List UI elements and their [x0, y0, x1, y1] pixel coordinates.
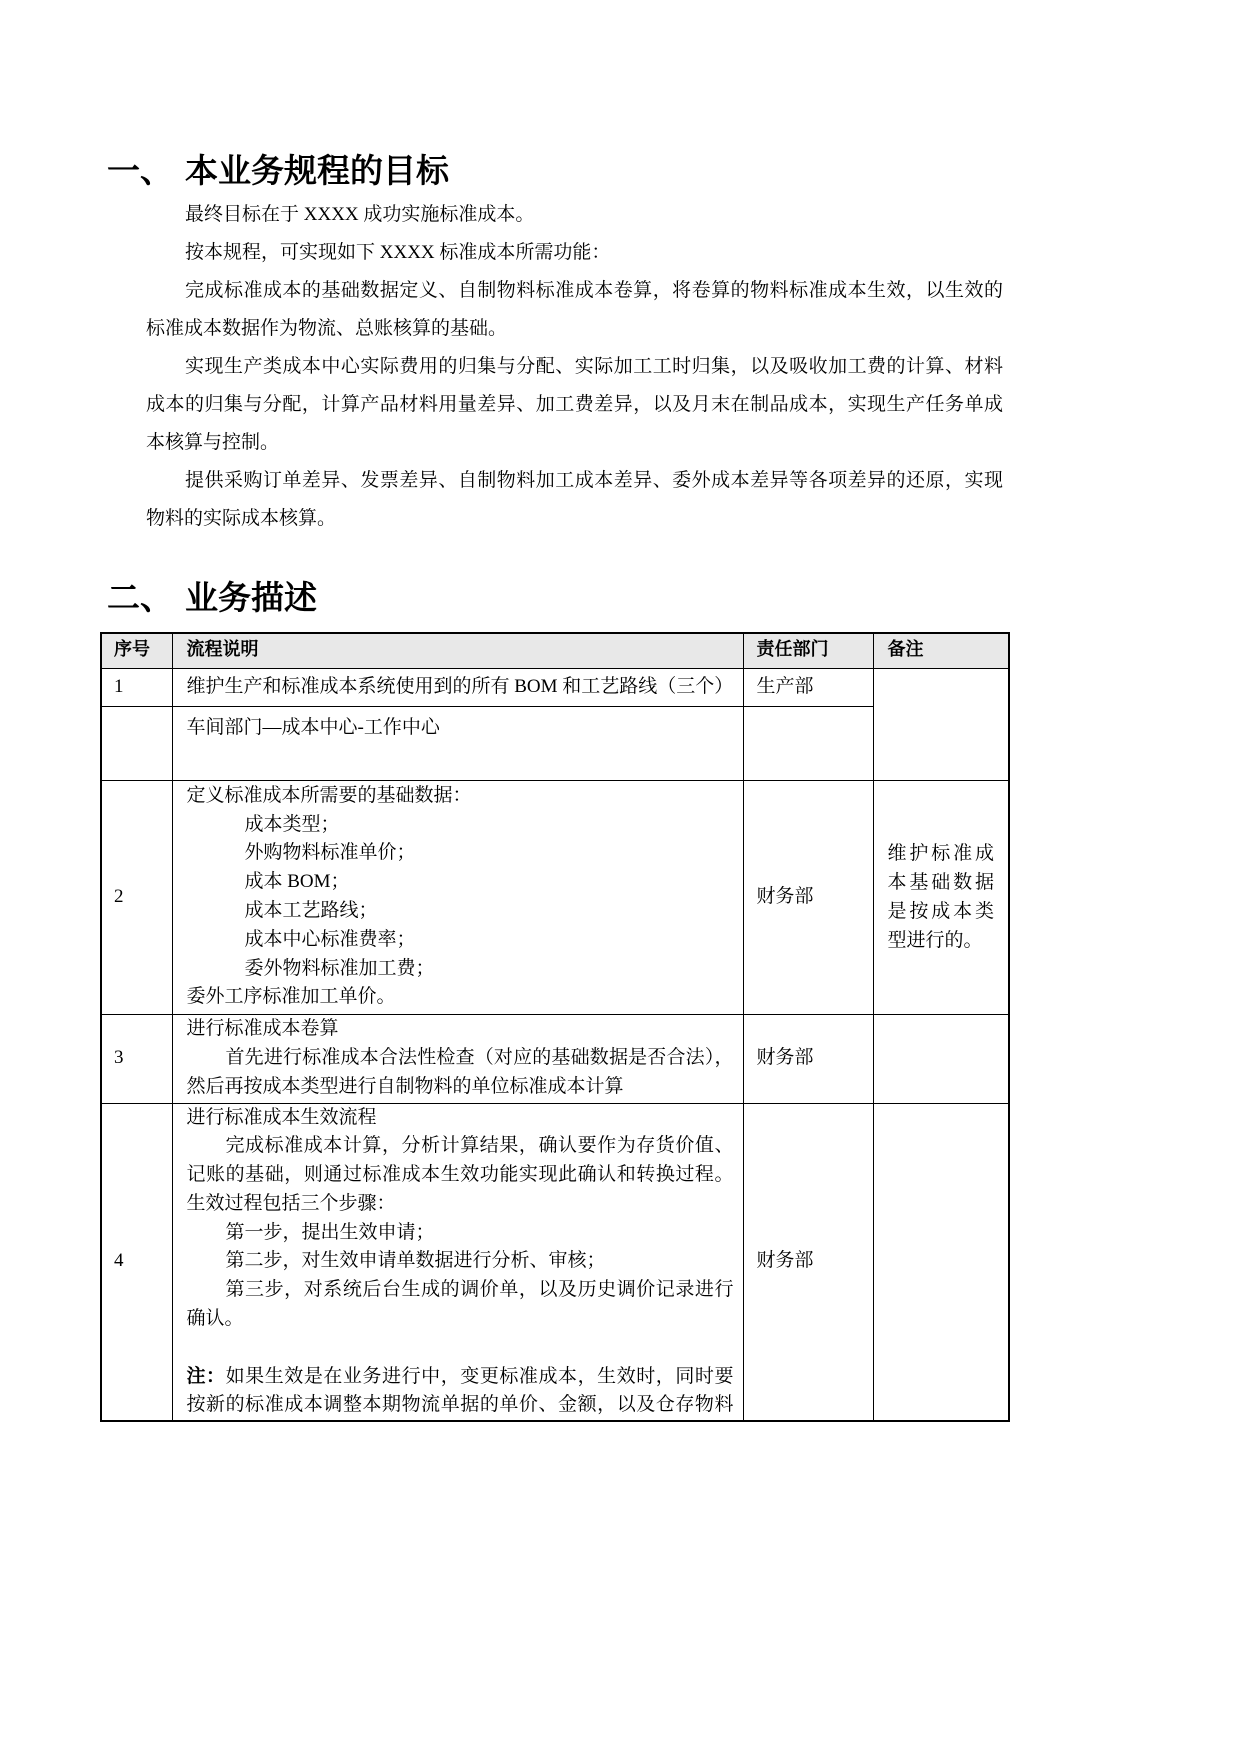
seq-cell: 3: [101, 1014, 172, 1103]
process-cell: [172, 1103, 743, 1421]
description-line: 记账的基础，则通过标准成本生效功能实现此确认和转换过程。: [186, 1164, 734, 1186]
table-header-row: [101, 633, 1009, 668]
blank-line: [187, 1334, 734, 1363]
section-heading-objective: [107, 151, 449, 191]
process-cell: [172, 780, 743, 1014]
description-line: 车间部门—成本中心-工作中心: [186, 716, 440, 738]
section-number: 一、: [107, 151, 173, 190]
description-line: 按新的标准成本调整本期物流单据的单价、金额，以及仓存物料: [186, 1394, 734, 1416]
department-cell: 财务部: [743, 780, 873, 1014]
description-line: 进行标准成本生效流程: [186, 1106, 377, 1128]
section-heading-description: [107, 578, 317, 618]
description-line: 成本工艺路线；: [244, 900, 378, 921]
department-cell: [743, 706, 873, 780]
description-line: 委外工序标准加工单价。: [186, 986, 396, 1008]
description-line: 完成标准成本计算，分析计算结果，确认要作为存货价值、: [225, 1135, 734, 1157]
description-line: 第三步，对系统后台生成的调价单，以及历史调价记录进行: [225, 1279, 734, 1301]
description-line: 成本 BOM；: [244, 871, 350, 893]
header-process: 流程说明: [172, 633, 743, 668]
description-line: 成本中心标准费率；: [244, 928, 416, 950]
description-line: 生效过程包括三个步骤：: [186, 1192, 396, 1214]
description-line: 委外物料标准加工费；: [244, 957, 435, 979]
description-line: 然后再按成本类型进行自制物料的单位标准成本计算: [186, 1075, 624, 1097]
seq-cell: 2: [101, 780, 172, 1014]
header-department: 责任部门: [743, 633, 873, 668]
remark-text: 维护标准成本基础数据是按成本类型进行的。: [887, 843, 994, 951]
remark-cell: [873, 1014, 1009, 1103]
paragraph-line: 最终目标在于 XXXX 成功实施标准成本。: [185, 204, 535, 225]
paragraph-line: 本核算与控制。: [146, 432, 280, 453]
section-title: 业务描述: [185, 578, 317, 617]
table-row: [101, 668, 1009, 706]
paragraph-line: 提供采购订单差异、发票差异、自制物料加工成本差异、委外成本差异等各项差异的还原，实现: [185, 470, 1003, 491]
header-seq: 序号: [101, 633, 172, 668]
process-cell: [172, 706, 743, 780]
department-cell: 生产部: [743, 668, 873, 706]
header-remark: 备注: [873, 633, 1009, 668]
remark-cell: [873, 668, 1009, 780]
paragraph-line: 成本的归集与分配，计算产品材料用量差异、加工费差异，以及月末在制品成本，实现生产任务单成: [146, 394, 1003, 415]
section-title: 本业务规程的目标: [185, 151, 449, 190]
seq-cell: 1: [101, 668, 172, 706]
department-cell: 财务部: [743, 1103, 873, 1421]
remark-cell: [873, 780, 1009, 1014]
objective-paragraphs: [146, 196, 1003, 538]
paragraph-line: 完成标准成本的基础数据定义、自制物料标准成本卷算，将卷算的物料标准成本生效，以生效的: [185, 280, 1003, 301]
description-line: [187, 1363, 734, 1392]
remark-cell: [873, 1103, 1009, 1421]
seq-cell: 4: [101, 1103, 172, 1421]
section-number: 二、: [107, 578, 173, 617]
note-text: 如果生效是在业务进行中，变更标准成本，生效时，同时要: [225, 1365, 734, 1387]
description-line: 维护生产和标准成本系统使用到的所有 BOM 和工艺路线（三个）: [186, 675, 734, 697]
table-row: [101, 706, 1009, 780]
table-row: [101, 780, 1009, 1014]
paragraph-line: 物料的实际成本核算。: [146, 508, 337, 529]
process-cell: [172, 668, 743, 706]
business-description-table: [100, 632, 1010, 1422]
seq-cell: [101, 706, 172, 780]
description-line: 第二步，对生效申请单数据进行分析、审核；: [225, 1250, 606, 1272]
description-line: 首先进行标准成本合法性检查（对应的基础数据是否合法），: [225, 1047, 734, 1069]
note-label: 注：: [186, 1365, 226, 1387]
table-row: [101, 1103, 1009, 1421]
description-line: 确认。: [186, 1308, 244, 1330]
paragraph-line: 标准成本数据作为物流、总账核算的基础。: [146, 318, 508, 339]
department-cell: 财务部: [743, 1014, 873, 1103]
description-line: 成本类型；: [244, 813, 340, 835]
table-row: [101, 1014, 1009, 1103]
paragraph-line: 实现生产类成本中心实际费用的归集与分配、实际加工工时归集，以及吸收加工费的计算、材料: [185, 356, 1003, 377]
description-line: 第一步，提出生效申请；: [225, 1221, 435, 1243]
description-line: 进行标准成本卷算: [186, 1018, 339, 1040]
description-line: 外购物料标准单价；: [244, 842, 416, 864]
description-line: 定义标准成本所需要的基础数据：: [186, 784, 472, 806]
paragraph-line: 按本规程，可实现如下 XXXX 标准成本所需功能：: [185, 242, 611, 263]
process-cell: [172, 1014, 743, 1103]
